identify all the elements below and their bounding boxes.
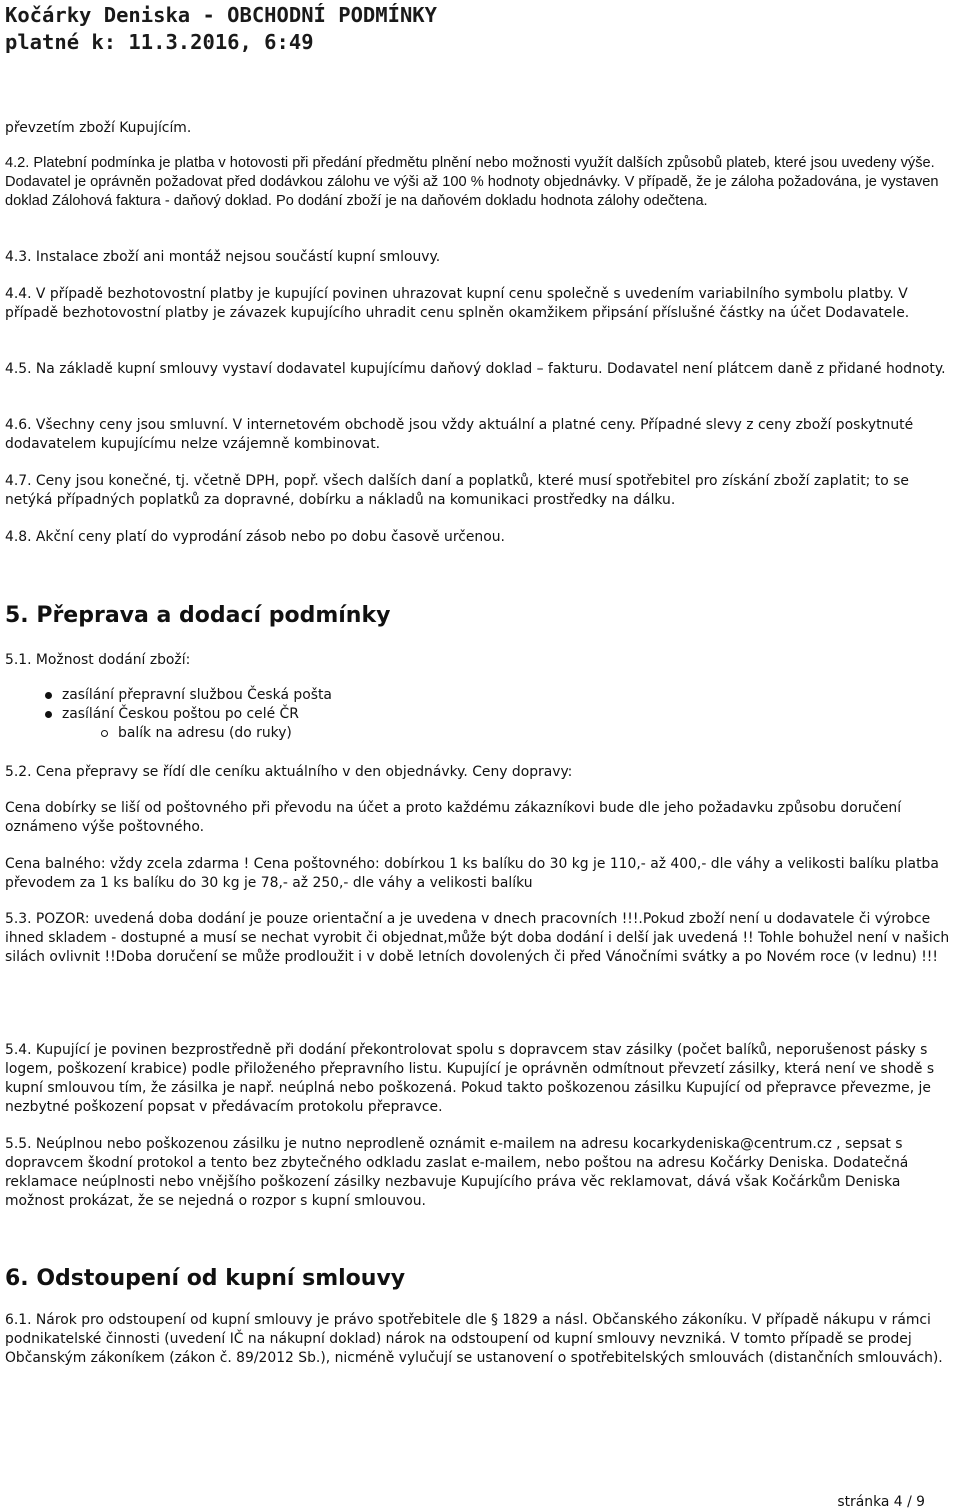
paragraph-5-5: 5.5. Neúplnou nebo poškozenou zásilku je nutno neprodleně oznámit e-mailem na adresu kocarkydeniska@centrum.cz , sepsat s dopravcem škodní protokol a tento bez zbytečného odkladu zaslat e-mailem, nebo poštou na adresu Kočárky Deniska. Dodatečná reklamace neúplnosti nebo vnějšího poškození zásilky nezbavuje Kupujícího práva věc reklamovat, dává však Kočárkům Deniska možnost prokázat, že se nejedná o rozpor s kupní smlouvou. [5, 1136, 909, 1210]
document-title: Kočárky Deniska - OBCHODNÍ PODMÍNKY [5, 3, 437, 27]
paragraph-4-2: 4.2. Platební podmínka je platba v hotovosti při předání předmětu plnění nebo možnosti využít dalších způsobů plateb, které jsou uvedeny výše. Dodavatel je oprávněn požadovat před dodávkou zálohu ve výši až 100 % hodnoty objednávky. V případě, že je záloha požadována, je vystaven doklad Zálohová faktura - daňový doklad. Po dodání zboží je na daňovém dokladu hodnota zálohy odečtena. [5, 155, 939, 210]
paragraph-4-8: 4.8. Akční ceny platí do vyprodání zásob nebo po dobu časově určenou. [5, 529, 505, 545]
list-item-label: zasílání Českou poštou po celé ČR [62, 706, 299, 722]
page-number: stránka 4 / 9 [837, 1494, 925, 1510]
bullet-icon [45, 711, 52, 718]
document-valid-date: platné k: 11.3.2016, 6:49 [5, 30, 314, 54]
paragraph-packing-postage: Cena balného: vždy zcela zdarma ! Cena poštovného: dobírkou 1 ks balíku do 30 kg je 110,- až 400,- dle váhy a velikosti balíku platba převodem za 1 ks balíku do 30 kg je 78,- až 250,- dle váhy a velikosti balíku [5, 856, 939, 892]
list-item [5, 686, 945, 705]
list-item [5, 705, 945, 724]
paragraph-4-4: 4.4. V případě bezhotovostní platby je kupující povinen uhrazovat kupní cenu společně s uvedením variabilního symbolu platby. V případě bezhotovostní platby je závazek kupujícího uhradit cenu splněn okamžikem připsání příslušné částky na účet Dodavatele. [5, 286, 910, 322]
document-header [5, 2, 437, 55]
paragraph-5-1: 5.1. Možnost dodání zboží: [5, 652, 191, 668]
section-heading-5: 5. Přeprava a dodací podmínky [5, 603, 391, 628]
paragraph-4-3: 4.3. Instalace zboží ani montáž nejsou součástí kupní smlouvy. [5, 249, 441, 265]
list-item-nested [5, 724, 945, 743]
paragraph-5-4: 5.4. Kupující je povinen bezprostředně při dodání překontrolovat spolu s dopravcem stav zásilky (počet balíků, neporušenost pásky s logem, poškození krabice) podle přiloženého přepravního listu. Kupující je oprávněn odmítnout převzetí zásilky, která není ve shodě s kupní smlouvou tím, že zásilka je např. neúplná nebo poškozená. Pokud takto poškozenou zásilku Kupující od přepravce převezme, je nezbytné poškození popsat v předávacím protokolu přepravce. [5, 1042, 935, 1116]
section-heading-6: 6. Odstoupení od kupní smlouvy [5, 1266, 406, 1291]
delivery-options-list [5, 686, 945, 743]
paragraph-handover: převzetím zboží Kupujícím. [5, 120, 192, 136]
bullet-icon [45, 692, 52, 699]
paragraph-6-1: 6.1. Nárok pro odstoupení od kupní smlouvy je právo spotřebitele dle § 1829 a násl. Občanského zákoníku. V případě nákupu v rámci podnikatelské činnosti (uvedení IČ na nákupní doklad) nárok na odstoupení od kupní smlouvy nevzniká. V tomto případě se prodej Občanským zákoníkem (zákon č. 89/2012 Sb.), nicméně vylučují se ustanovení o spotřebitelských smlouvách (distančních smlouvách). [5, 1312, 943, 1367]
paragraph-4-6: 4.6. Všechny ceny jsou smluvní. V internetovém obchodě jsou vždy aktuální a platné ceny. Případné slevy z ceny zboží poskytnuté dodavatelem kupujícímu nelze vzájemně kombinovat. [5, 417, 914, 453]
paragraph-5-2: 5.2. Cena přepravy se řídí dle ceníku aktuálního v den objednávky. Ceny dopravy: [5, 764, 573, 780]
hollow-bullet-icon [101, 730, 108, 737]
list-item-label: zasílání přepravní službou Česká pošta [62, 687, 332, 703]
list-item-label: balík na adresu (do ruky) [118, 725, 292, 741]
paragraph-cod-price: Cena dobírky se liší od poštovného při převodu na účet a proto každému zákazníkovi bude dle jeho požadavku způsobu doručení oznámeno výše poštovného. [5, 800, 902, 836]
paragraph-4-7: 4.7. Ceny jsou konečné, tj. včetně DPH, popř. všech dalších daní a poplatků, které musí spotřebitel pro získání zboží zaplatit; to se netýká případných poplatků za dopravné, dobírku a nákladů na komunikaci prostředky na dálku. [5, 473, 909, 509]
paragraph-5-3: 5.3. POZOR: uvedená doba dodání je pouze orientační a je uvedena v dnech pracovních !!!.Pokud zboží není u dodavatele či výrobce ihned skladem - dostupné a musí se nechat vyrobit či objednat,může být doba dodání i delší jak uvedená !! Tohle bohužel není v našich silách ovlivnit !!Doba doručení se může prodloužit i v době letních dovolených či před Vánočními svátky a po Novém roce (v lednu) !!! [5, 911, 950, 966]
paragraph-4-5: 4.5. Na základě kupní smlouvy vystaví dodavatel kupujícímu daňový doklad – fakturu. Dodavatel není plátcem daně z přidané hodnoty. [5, 361, 946, 377]
